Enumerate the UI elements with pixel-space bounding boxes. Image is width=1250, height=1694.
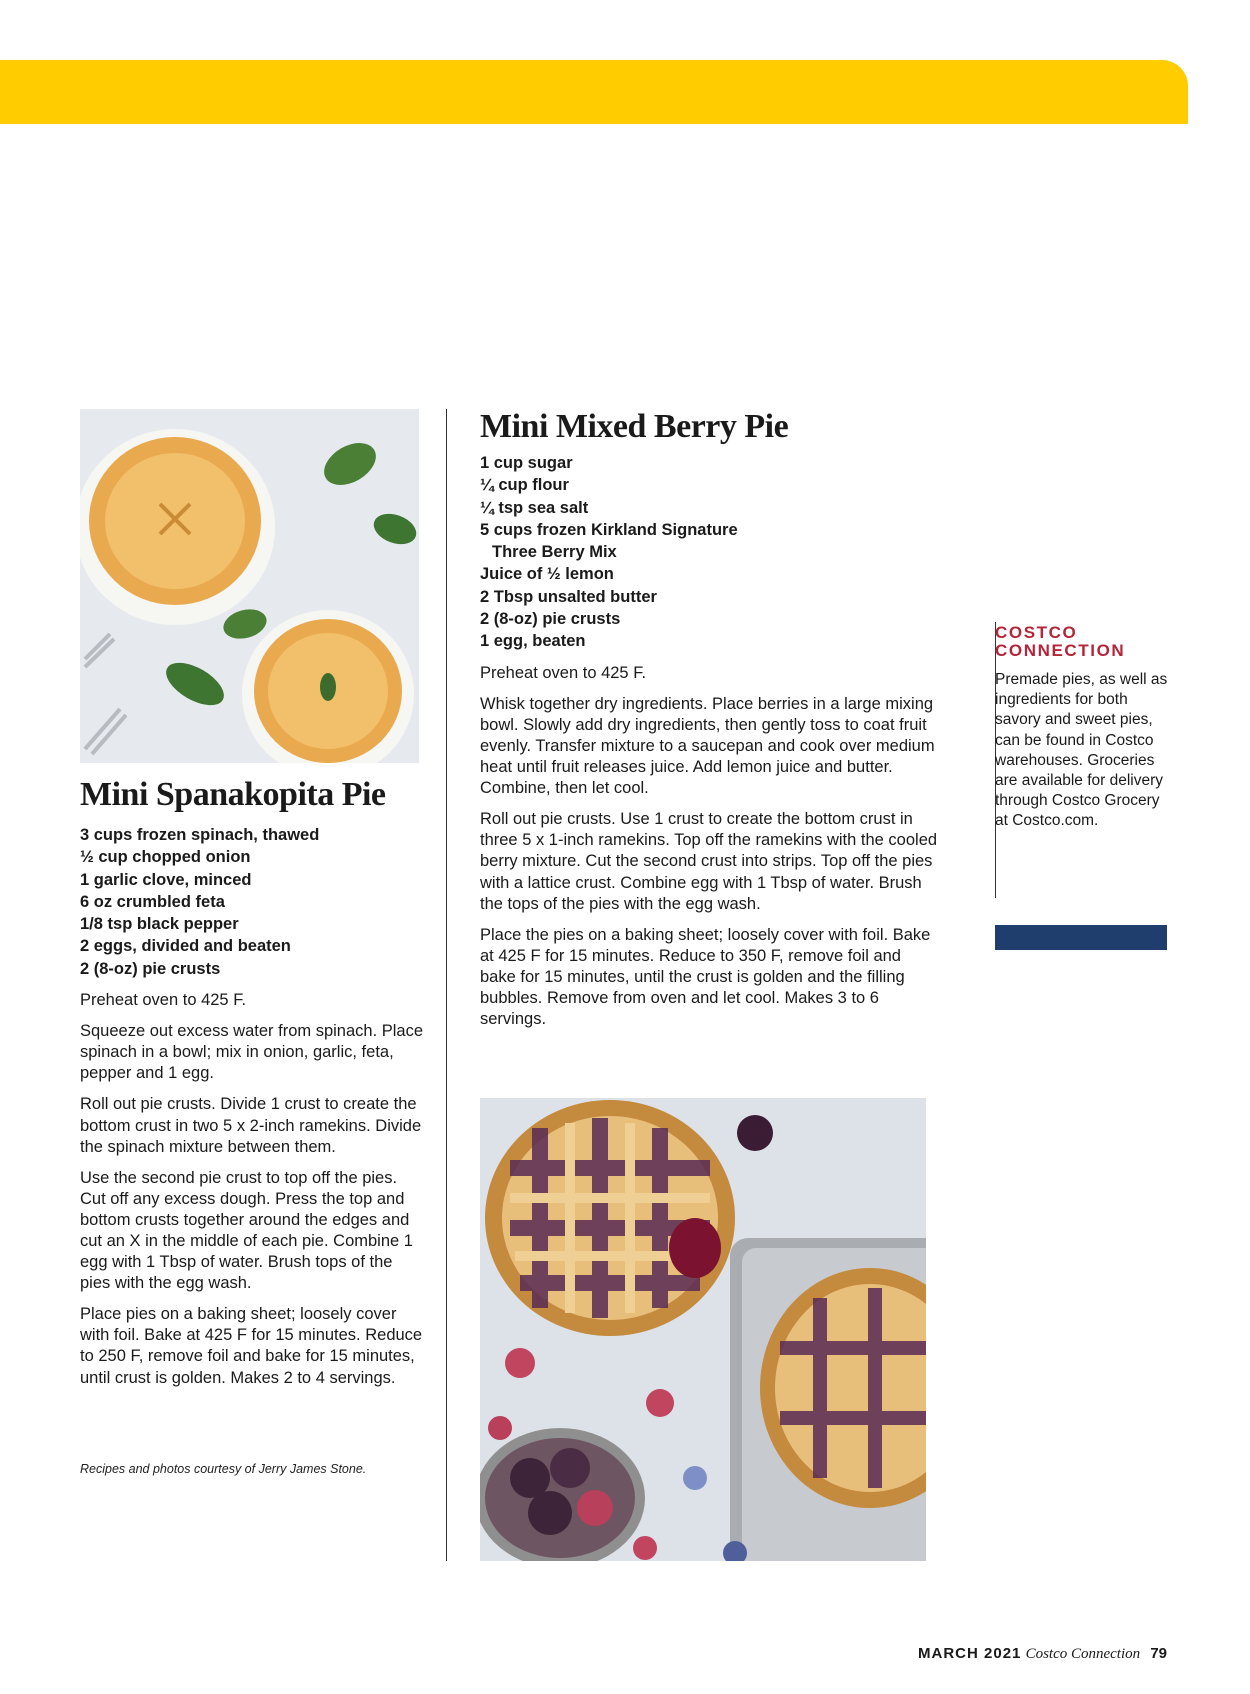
recipe2-title: Mini Mixed Berry Pie — [480, 408, 789, 445]
step: Squeeze out excess water from spinach. Place spinach in a bowl; mix in onion, garlic, feta, pepper and 1 egg. — [80, 1022, 424, 1083]
step: Use the second pie crust to top off the pies. Cut off any excess dough. Press the top and bottom crusts together around the edges and cut an X in the middle of each pie. Combine 1 egg with 1 Tbsp of water. Brush tops of the pies with the egg wash. — [80, 1168, 413, 1293]
recipe2-steps — [480, 663, 940, 1031]
spanakopita-photo — [80, 409, 419, 763]
footer-publication: Costco Connection — [1025, 1646, 1141, 1662]
page-number: 79 — [1150, 1645, 1167, 1662]
sidebar-title-line2: CONNECTION — [995, 641, 1126, 660]
ingredient: 2 eggs, divided and beaten — [80, 937, 291, 956]
sidebar-text: Premade pies, as well as ingredients for both savory and sweet pies, can be found in Costco warehouses. Groceries are available for delivery through Costco Grocery at Costco.com. — [995, 671, 1168, 830]
page-footer — [918, 1645, 1167, 1663]
ingredient: 1 garlic clove, minced — [80, 870, 252, 889]
step: Preheat oven to 425 F. — [480, 663, 647, 682]
recipe2-body — [480, 452, 940, 1040]
ingredient: ½ cup chopped onion — [80, 848, 251, 867]
step: Whisk together dry ingredients. Place berries in a large mixing bowl. Slowly add dry ingredients, then gently toss to coat fruit evenly. Transfer mixture to a saucepan and cook over medium heat until fruit releases juice. Add lemon juice and butter. Combine, then let cool. — [480, 694, 935, 798]
ingredient: 6 oz crumbled feta — [80, 892, 225, 911]
column-divider — [446, 409, 447, 1561]
costco-connection-sidebar — [995, 624, 1170, 832]
sidebar-title-line1: COSTCO — [995, 623, 1078, 642]
ingredient: 3 cups frozen spinach, thawed — [80, 826, 320, 844]
ingredient: 2 (8-oz) pie crusts — [480, 610, 621, 629]
top-banner — [0, 60, 1188, 124]
recipe1-steps — [80, 990, 425, 1389]
step: Place the pies on a baking sheet; loosely cover with foil. Bake at 425 F for 15 minutes. Reduce to 350 F, remove foil and bake for 15 minutes, until the crust is golden and the filling bubbles. Remove from oven and let cool. Makes 3 to 6 servings. — [480, 925, 931, 1029]
step: Roll out pie crusts. Divide 1 crust to create the bottom crust in two 5 x 2-inch ramekins. Divide the spinach mixture between them. — [80, 1095, 422, 1156]
sidebar-title — [995, 624, 1170, 660]
ingredient: Three Berry Mix — [492, 543, 617, 562]
ingredient: ¼ cup flour — [480, 476, 569, 495]
ingredient: 2 Tbsp unsalted butter — [480, 587, 657, 606]
recipe2-ingredients — [480, 452, 940, 653]
step: Preheat oven to 425 F. — [80, 991, 247, 1010]
berry-pie-photo — [480, 1098, 926, 1561]
step: Roll out pie crusts. Use 1 crust to create the bottom crust in three 5 x 1-inch ramekins. Top off the ramekins with the cooled berry mixture. Cut the second crust into strips. Top off the pies with a lattice crust. Combine egg with 1 Tbsp of water. Brush the tops of the pies with the egg wash. — [480, 810, 938, 913]
ingredient: ¼ tsp sea salt — [480, 498, 589, 517]
ingredient: 1/8 tsp black pepper — [80, 915, 239, 934]
recipe1-title: Mini Spanakopita Pie — [80, 776, 386, 813]
sidebar-color-bar — [995, 925, 1167, 950]
ingredient: 1 cup sugar — [480, 454, 573, 472]
photo-credit: Recipes and photos courtesy of Jerry James Stone. — [80, 1462, 367, 1476]
recipe1-ingredients — [80, 824, 425, 980]
footer-month: MARCH 2021 — [918, 1645, 1022, 1662]
ingredient: Juice of ½ lemon — [480, 565, 614, 584]
ingredient: 5 cups frozen Kirkland Signature — [480, 520, 738, 539]
recipe1-body — [80, 824, 425, 1399]
ingredient: 2 (8-oz) pie crusts — [80, 959, 221, 978]
step: Place pies on a baking sheet; loosely cover with foil. Bake at 425 F for 15 minutes. Reduce to 250 F, remove foil and bake for 15 minutes, until crust is golden. Makes 2 to 4 servings. — [80, 1305, 423, 1387]
ingredient: 1 egg, beaten — [480, 632, 586, 651]
